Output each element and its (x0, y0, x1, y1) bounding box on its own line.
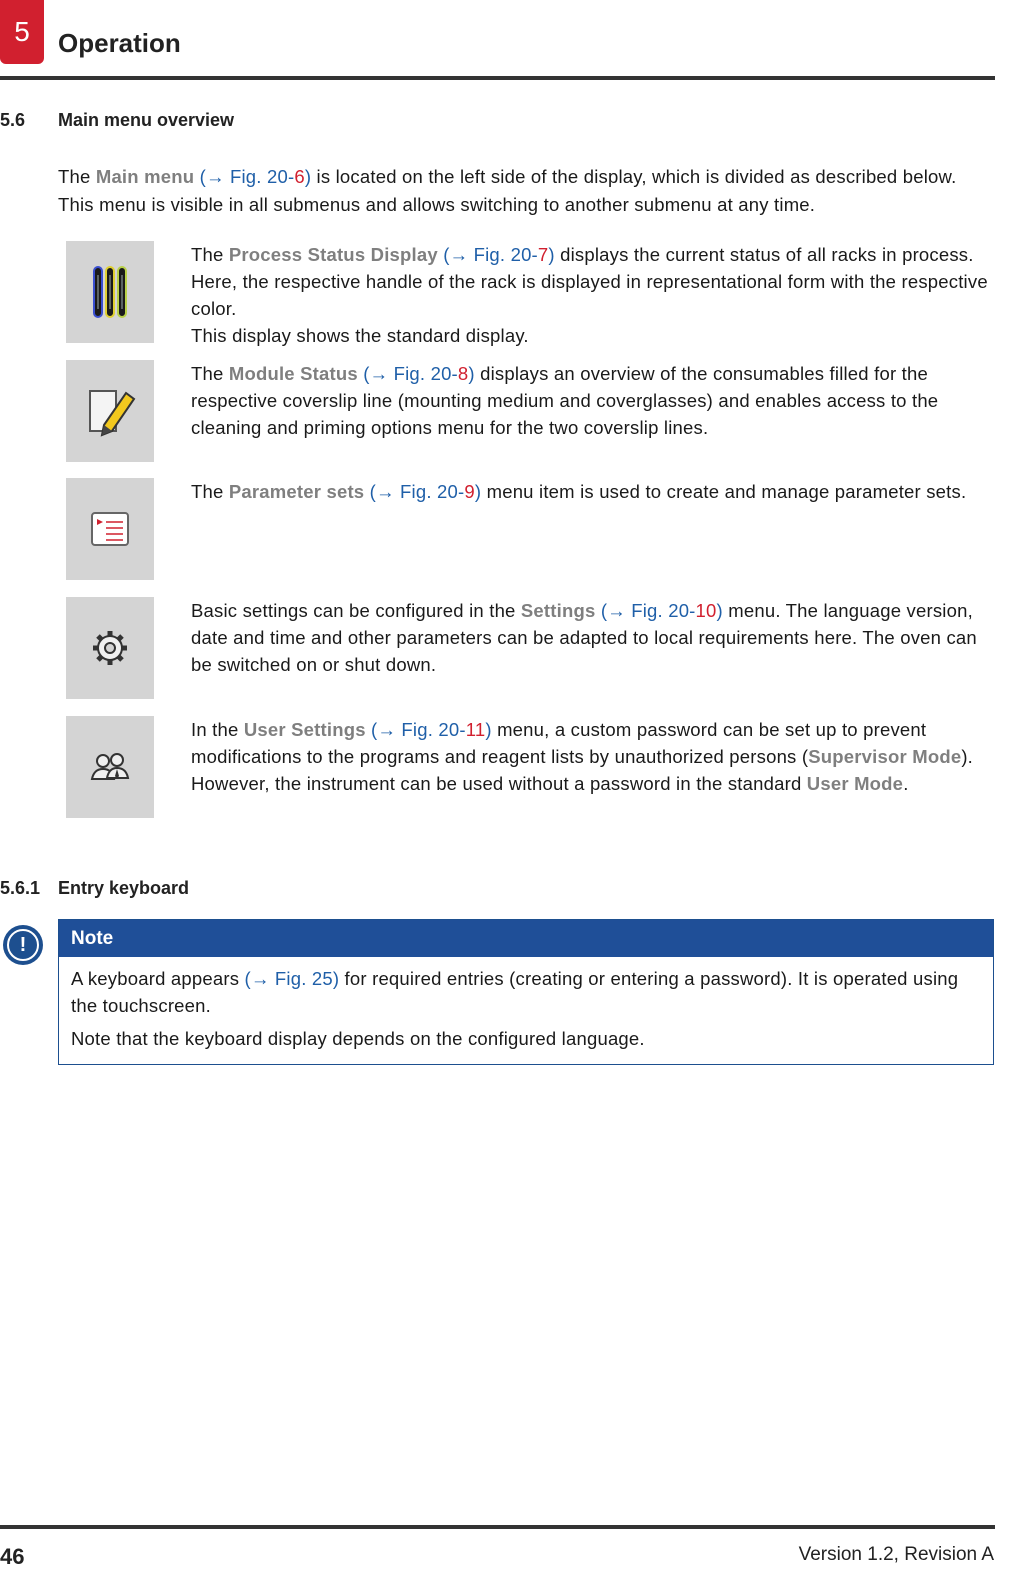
term-parameter-sets: Parameter sets (228, 481, 365, 502)
term-main-menu: Main menu (95, 166, 195, 187)
section-title: Main menu overview (58, 110, 235, 130)
figure-reference[interactable]: (→ Fig. 20-11) (365, 719, 492, 740)
page-number: 46 (0, 1544, 25, 1569)
note-heading: Note (59, 920, 993, 957)
figure-reference[interactable]: (→ Fig. 20-7) (437, 244, 555, 265)
figure-reference[interactable]: (→ Fig. 20-9) (364, 481, 482, 502)
module-status-icon (66, 360, 154, 462)
term-user-mode: User Mode (806, 773, 904, 794)
process-status-description: The Process Status Display (→ Fig. 20-7) displays the current status of all racks in process. Here, the respective handle of the rack is displayed in representational form with the respective color. This display shows the standard display. (191, 244, 988, 346)
settings-description: Basic settings can be configured in the Settings (→ Fig. 20-10) menu. The language version, date and time and other parameters can be adapted to local requirements here. The oven can be switched on or shut down. (191, 600, 977, 675)
section-intro: The Main menu (→ Fig. 20-6) is located on the left side of the display, which is divided as described below. This menu is visible in all submenus and allows switching to another submenu at any time. (58, 166, 957, 215)
term-settings: Settings (520, 600, 596, 621)
subsection-title: Entry keyboard (58, 878, 190, 898)
parameter-sets-icon (66, 478, 154, 580)
subsection-number: 5.6.1 (0, 878, 41, 898)
footer-divider (0, 1525, 995, 1529)
figure-reference[interactable]: (→ Fig. 20-8) (357, 363, 475, 384)
figure-reference[interactable]: (→ Fig. 20-10) (595, 600, 723, 621)
term-process-status-display: Process Status Display (228, 244, 438, 265)
chapter-tab (0, 0, 44, 64)
section-number: 5.6 (0, 110, 26, 130)
user-settings-icon (66, 716, 154, 818)
note-exclamation-icon: ! (3, 925, 43, 965)
figure-reference[interactable]: (→ Fig. 25) (244, 968, 340, 989)
user-settings-description: In the User Settings (→ Fig. 20-11) menu, a custom password can be set up to prevent modifications to the programs and reagent lists by unauthorized persons (Supervisor Mode). However, the instrument can be used without a password in the standard User Mode. (191, 719, 974, 794)
module-status-description: The Module Status (→ Fig. 20-8) displays an overview of the consumables filled for the respective coverslip line (mounting medium and coverglasses) and enables access to the cleaning and priming options menu for the two coverslip lines. (191, 363, 939, 438)
note-box (58, 919, 994, 1065)
parameter-sets-description: The Parameter sets (→ Fig. 20-9) menu item is used to create and manage parameter sets. (191, 481, 967, 502)
figure-reference[interactable]: (→ Fig. 20-6) (194, 166, 312, 187)
process-status-icon (66, 241, 154, 343)
header-divider (0, 76, 995, 80)
note-body: A keyboard appears (→ Fig. 25) for required entries (creating or entering a password). It is operated using the touchscreen. Note that the keyboard display depends on the configured language. (71, 968, 959, 1049)
term-supervisor-mode: Supervisor Mode (808, 746, 962, 767)
chapter-title: Operation (58, 28, 181, 58)
version-label: Version 1.2, Revision A (798, 1544, 994, 1565)
chapter-number: 5 (14, 16, 30, 47)
term-user-settings: User Settings (243, 719, 366, 740)
term-module-status: Module Status (228, 363, 358, 384)
settings-gear-icon (66, 597, 154, 699)
